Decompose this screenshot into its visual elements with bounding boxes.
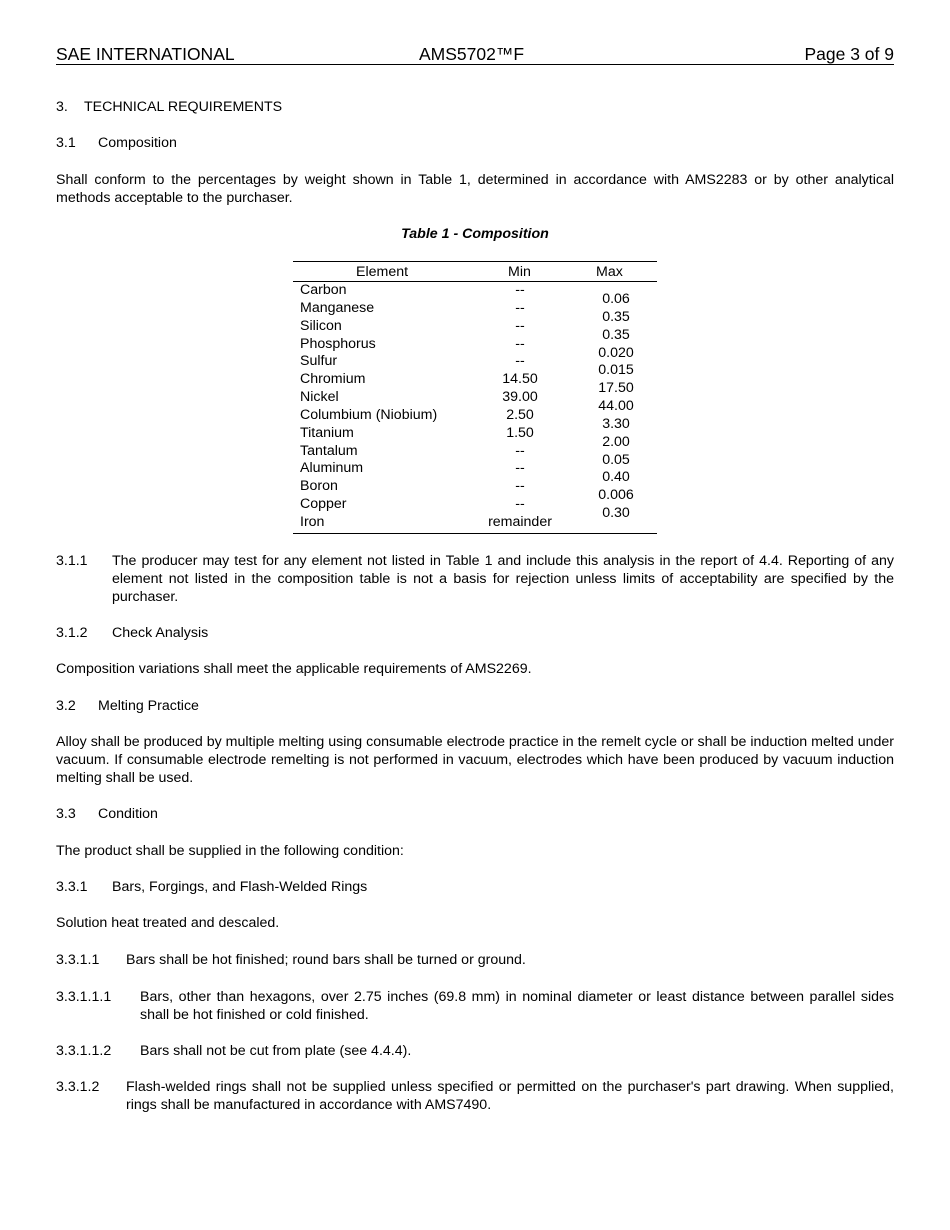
table-cell-max: 0.05 — [602, 451, 630, 468]
section-number: 3.3.1.2 — [56, 1079, 100, 1095]
table-cell-min: -- — [515, 299, 525, 316]
section-number: 3.3.1.1.2 — [56, 1043, 112, 1059]
section-title: Composition — [98, 135, 177, 151]
header-organization: SAE INTERNATIONAL — [56, 44, 235, 64]
table-cell-element: Boron — [300, 478, 338, 495]
table-cell-element: Phosphorus — [300, 335, 376, 352]
table-cell-max: 0.40 — [602, 469, 630, 486]
table-cell-max: 2.00 — [602, 433, 630, 450]
section-3-2-paragraph: Alloy shall be produced by multiple melting using consumable electrode practice in the remelt cycle or shall be induction melted under vacuum. If consumable electrode remelting is not performed in vacuum, electrodes which have been produced by vacuum induction melting shall be used. — [56, 734, 894, 786]
table-cell-min: -- — [515, 353, 525, 370]
section-3-3-1-1-1 — [56, 988, 894, 1024]
table-cell-max: 17.50 — [598, 380, 634, 397]
table-caption: Table 1 - Composition — [401, 226, 549, 242]
table-cell-element: Tantalum — [300, 442, 358, 459]
section-3-3-1-paragraph: Solution heat treated and descaled. — [56, 915, 280, 931]
table-cell-element: Copper — [300, 496, 347, 513]
table-cell-max: 0.30 — [602, 505, 630, 522]
table-cell-min: -- — [515, 317, 525, 334]
section-title: Melting Practice — [98, 698, 199, 714]
header-document-id: AMS5702™F — [419, 44, 525, 64]
table-cell-min: 39.00 — [502, 389, 538, 406]
page-header — [56, 44, 894, 65]
table-cell-max: 0.35 — [602, 326, 630, 343]
section-number: 3.3.1.1 — [56, 952, 100, 968]
table-cell-element: Chromium — [300, 371, 366, 388]
table-cell-max: 44.00 — [598, 398, 634, 415]
section-number: 3. — [56, 99, 68, 115]
section-number: 3.1 — [56, 135, 76, 151]
section-3-1-2-paragraph: Composition variations shall meet the applicable requirements of AMS2269. — [56, 661, 532, 677]
min-column — [474, 282, 566, 532]
table-cell-max: 0.015 — [598, 362, 634, 379]
table-cell-max: 3.30 — [602, 415, 630, 432]
table-cell-min: -- — [515, 460, 525, 477]
section-paragraph: Bars shall be hot finished; round bars shall be turned or ground. — [126, 952, 526, 968]
table-cell-element: Columbium (Niobium) — [300, 406, 438, 423]
table-cell-max: 0.006 — [598, 487, 634, 504]
section-number: 3.3.1.1.1 — [56, 989, 112, 1005]
element-column — [300, 282, 437, 532]
header-element: Element — [356, 264, 409, 280]
section-number: 3.1.2 — [56, 625, 88, 641]
section-title: Condition — [98, 806, 158, 822]
table-header-row — [293, 262, 657, 282]
section-number: 3.3.1 — [56, 879, 88, 895]
table-cell-element: Carbon — [300, 282, 347, 298]
section-number: 3.1.1 — [56, 553, 88, 569]
header-min: Min — [508, 264, 531, 280]
section-title: TECHNICAL REQUIREMENTS — [84, 99, 283, 115]
header-max: Max — [596, 264, 623, 280]
composition-table — [293, 261, 657, 534]
section-number: 3.3 — [56, 806, 76, 822]
section-paragraph: Bars shall not be cut from plate (see 4.4.4). — [140, 1043, 412, 1059]
section-3-1-1 — [56, 552, 894, 606]
section-paragraph: Flash-welded rings shall not be supplied unless specified or permitted on the purchaser's part drawing. When supplied, rings shall be manufactured in accordance with AMS7490. — [126, 1079, 894, 1113]
table-cell-min: -- — [515, 478, 525, 495]
table-cell-min: -- — [515, 335, 525, 352]
table-cell-max: 0.020 — [598, 344, 634, 361]
table-cell-element: Nickel — [300, 389, 339, 406]
table-cell-min: -- — [515, 496, 525, 513]
table-cell-max: 0.06 — [602, 291, 630, 307]
table-cell-min: 1.50 — [506, 424, 534, 441]
section-title: Bars, Forgings, and Flash-Welded Rings — [112, 879, 368, 895]
max-column — [585, 291, 647, 523]
table-cell-min: -- — [515, 442, 525, 459]
section-number: 3.2 — [56, 698, 76, 714]
table-cell-element: Titanium — [300, 424, 354, 441]
table-cell-max: 0.35 — [602, 308, 630, 325]
table-cell-element: Sulfur — [300, 353, 338, 370]
section-3-3-paragraph: The product shall be supplied in the following condition: — [56, 843, 404, 859]
header-page-number: Page 3 of 9 — [804, 44, 894, 64]
table-cell-element: Aluminum — [300, 460, 364, 477]
section-3-1-paragraph: Shall conform to the percentages by weight shown in Table 1, determined in accordance with AMS2283 or by other analytical methods acceptable to the purchaser. — [56, 172, 894, 206]
table-cell-element: Manganese — [300, 299, 375, 316]
section-3-3-1-2 — [56, 1078, 894, 1114]
table-cell-min: remainder — [488, 513, 552, 530]
table-cell-min: 2.50 — [506, 406, 534, 423]
section-paragraph: Bars, other than hexagons, over 2.75 inches (69.8 mm) in nominal diameter or least distance between parallel sides shall be hot finished or cold finished. — [140, 989, 894, 1023]
section-paragraph: The producer may test for any element not listed in Table 1 and include this analysis in the report of 4.4. Reporting of any element not listed in the composition table is not a basis for rejection unless limits of acceptability are specified by the purchaser. — [112, 553, 894, 605]
table-cell-element: Silicon — [300, 317, 342, 334]
table-cell-min: 14.50 — [502, 371, 538, 388]
table-cell-element: Iron — [300, 513, 325, 530]
section-title: Check Analysis — [112, 625, 209, 641]
table-cell-min: -- — [515, 282, 525, 298]
